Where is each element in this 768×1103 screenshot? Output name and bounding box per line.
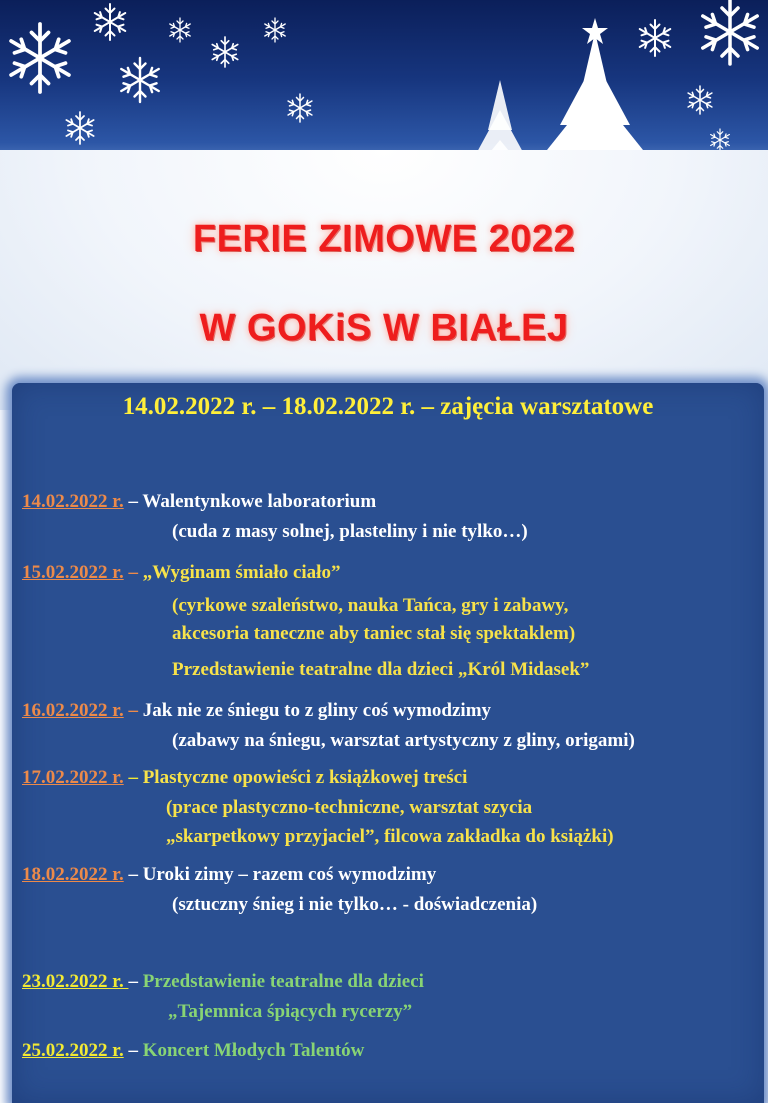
list-item xyxy=(22,1035,364,1066)
entry-title: Plastyczne opowieści z książkowej treści xyxy=(142,767,468,788)
entry-dash: – xyxy=(123,864,143,885)
entry-details: (sztuczny śnieg i nie tylko… - doświadczenia) xyxy=(172,894,538,915)
entry-title: Jak nie ze śniegu to z gliny coś wymodzimy xyxy=(142,700,492,721)
entry-dash: – xyxy=(128,971,143,992)
entry-date: 25.02.2022 r. xyxy=(22,1040,124,1061)
entry-details: „Tajemnica śpiących rycerzy” xyxy=(168,1001,413,1022)
entry-details: (cyrkowe szaleństwo, nauka Tańca, gry i zabawy, xyxy=(172,595,569,616)
entry-date: 17.02.2022 r. xyxy=(22,767,124,788)
entry-date: 23.02.2022 r. xyxy=(22,971,129,992)
entry-date: 16.02.2022 r. xyxy=(22,700,124,721)
entry-title: Uroki zimy – razem coś wymodzimy xyxy=(142,864,437,885)
entry-extra: Przedstawienie teatralne dla dzieci „Król Midasek” xyxy=(172,659,590,680)
snowflake-icon xyxy=(121,58,158,102)
entry-dash: – xyxy=(123,491,143,512)
entry-title: Koncert Młodych Talentów xyxy=(142,1040,365,1061)
entry-details: „skarpetkowy przyjaciel”, filcowa zakładka do książki) xyxy=(166,826,614,847)
snowflake-icon xyxy=(66,112,93,144)
entry-date: 15.02.2022 r. xyxy=(22,562,124,583)
entry-dash: – xyxy=(123,1040,143,1061)
entry-title: „Wyginam śmiało ciało” xyxy=(142,562,341,583)
entry-dash: – xyxy=(123,767,143,788)
entry-title: Walentynkowe laboratorium xyxy=(142,491,377,512)
list-item xyxy=(22,695,491,726)
entry-details: akcesoria taneczne aby taniec stał się spektaklem) xyxy=(172,623,576,644)
page-title: FERIE ZIMOWE 2022 xyxy=(192,218,576,260)
list-item xyxy=(22,557,340,588)
snowflake-icon xyxy=(288,94,312,122)
snowflake-icon xyxy=(711,129,730,151)
snowflake-icon xyxy=(212,37,238,67)
list-item xyxy=(22,966,424,997)
entry-details: (prace plastyczno-techniczne, warsztat szycia xyxy=(166,797,533,818)
snow-background xyxy=(0,150,768,410)
program-date-range: 14.02.2022 r. – 18.02.2022 r. – zajęcia warsztatowe xyxy=(122,393,654,420)
list-item xyxy=(22,859,436,890)
entry-title: Przedstawienie teatralne dla dzieci xyxy=(142,971,424,992)
snowflake-icon xyxy=(265,18,285,42)
entry-date: 14.02.2022 r. xyxy=(22,491,124,512)
snowflake-icon xyxy=(688,86,712,114)
entry-dash: – xyxy=(123,700,143,721)
entry-date: 18.02.2022 r. xyxy=(22,864,124,885)
snowflake-icon xyxy=(640,20,671,56)
entry-details: (cuda z masy solnej, plasteliny i nie tylko…) xyxy=(172,521,528,542)
list-item xyxy=(22,762,467,793)
snowflake-icon xyxy=(703,0,757,64)
page-subtitle-location: W GOKiS W BIAŁEJ xyxy=(199,307,569,349)
snowflake-icon xyxy=(95,4,126,40)
entry-details: (zabawy na śniegu, warsztat artystyczny z gliny, origami) xyxy=(172,730,635,751)
snowflake-icon xyxy=(170,18,190,42)
snowflake-icon xyxy=(11,24,69,92)
entry-dash: – xyxy=(123,562,143,583)
list-item xyxy=(22,486,376,517)
